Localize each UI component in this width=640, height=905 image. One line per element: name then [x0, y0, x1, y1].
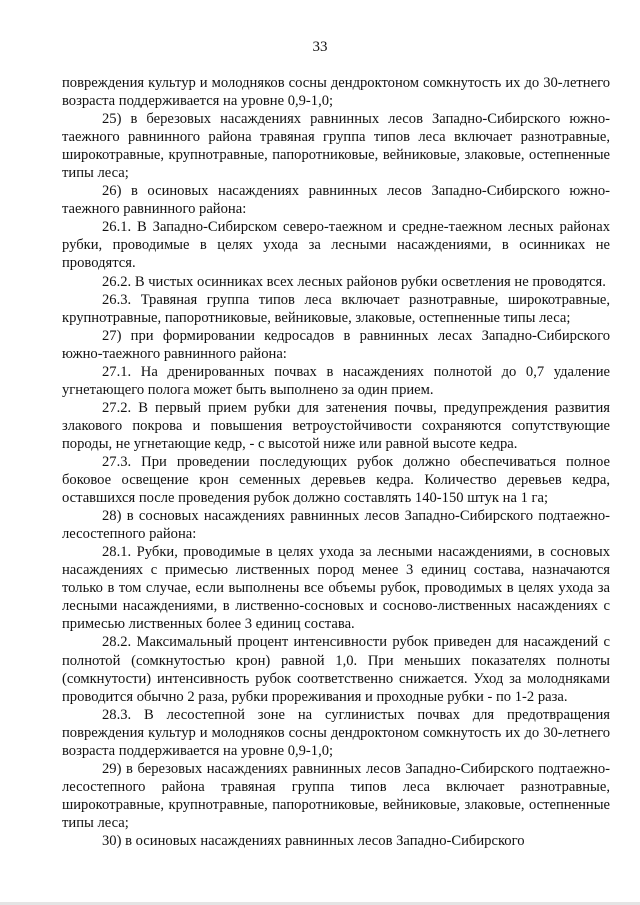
paragraph-15: 29) в березовых насаждениях равнинных лесов Западно-Сибирского подтаежно-лесостепного района травяная группа типов леса включает разнотравные, широкотравные, крупнотравные, папоротниковые, вейниковые, злаковые, остепненные типы леса;	[62, 760, 610, 831]
paragraph-14: 28.3. В лесостепной зоне на суглинистых почвах для предотвращения повреждения культур и молодняков сосны дендроктоном сомкнутость их до 30-летнего возраста поддерживается на уровне 0,9-1,0;	[62, 706, 610, 759]
page-number: 33	[312, 39, 328, 55]
paragraph-08: 27.1. На дренированных почвах в насаждениях полнотой до 0,7 удаление угнетающего полога может быть выполнено за один прием.	[62, 363, 610, 398]
paragraph-02: 25) в березовых насаждениях равнинных лесов Западно-Сибирского южно-таежного равнинного района травяная группа типов леса включает разнотравные, широкотравные, крупнотравные, папоротниковые, вейниковые, злаковые, остепненные типы леса;	[62, 111, 610, 182]
paragraph-13: 28.2. Максимальный процент интенсивности рубок приведен для насаждений с полнотой (сомкнутостью крон) равной 1,0. При меньших показателях полноты (сомкнутости) интенсивность рубок соответственно снижается. Уход за молодняками проводится обычно 2 раза, рубки прореживания и проходные рубки - по 1-2 раза.	[62, 634, 610, 705]
paragraph-01: повреждения культур и молодняков сосны дендроктоном сомкнутость их до 30-летнего возраста поддерживается на уровне 0,9-1,0;	[62, 75, 610, 110]
paragraph-10: 27.3. При проведении последующих рубок должно обеспечиваться полное боковое освещение крон семенных деревьев кедра. Количество деревьев кедра, оставшихся после проведения рубок должно составлять 140-150 штук на 1 га;	[62, 453, 610, 507]
paragraph-05: 26.2. В чистых осинниках всех лесных районов рубки осветления не проводятся.	[102, 273, 606, 290]
paragraph-04: 26.1. В Западно-Сибирском северо-таежном и средне-таежном лесных районах рубки, проводимые в целях ухода за лесными насаждениями, в осинниках не проводятся.	[62, 219, 610, 272]
document-body	[62, 74, 610, 850]
paragraph-07: 27) при формировании кедросадов в равнинных лесах Западно-Сибирского южно-таежного равнинного района:	[62, 327, 610, 362]
paragraph-03: 26) в осиновых насаждениях равнинных лесов Западно-Сибирского южно-таежного равнинного района:	[62, 183, 610, 218]
paragraph-16: 30) в осиновых насаждениях равнинных лесов Западно-Сибирского	[102, 832, 525, 849]
paragraph-12: 28.1. Рубки, проводимые в целях ухода за лесными насаждениями, в сосновых насаждениях с примесью лиственных пород менее 3 единиц состава, назначаются только в том случае, если выполнены все объемы рубок, проводимых в целях ухода за лесными насаждениями, в лиственно-сосновых и сосново-лиственных насаждениях с примесью лиственных более 3 единиц состава.	[62, 544, 610, 633]
paragraph-11: 28) в сосновых насаждениях равнинных лесов Западно-Сибирского подтаежно-лесостепного района:	[62, 508, 610, 543]
paragraph-06: 26.3. Травяная группа типов леса включает разнотравные, широкотравные, крупнотравные, папоротниковые, вейниковые, злаковые, остепненные типы леса;	[62, 291, 610, 326]
paragraph-09: 27.2. В первый прием рубки для затенения почвы, предупреждения развития злакового покрова и повышения ветроустойчивости сохраняются сопутствующие породы, не угнетающие кедр, - с высотой ниже или равной высоте кедра.	[62, 399, 610, 452]
